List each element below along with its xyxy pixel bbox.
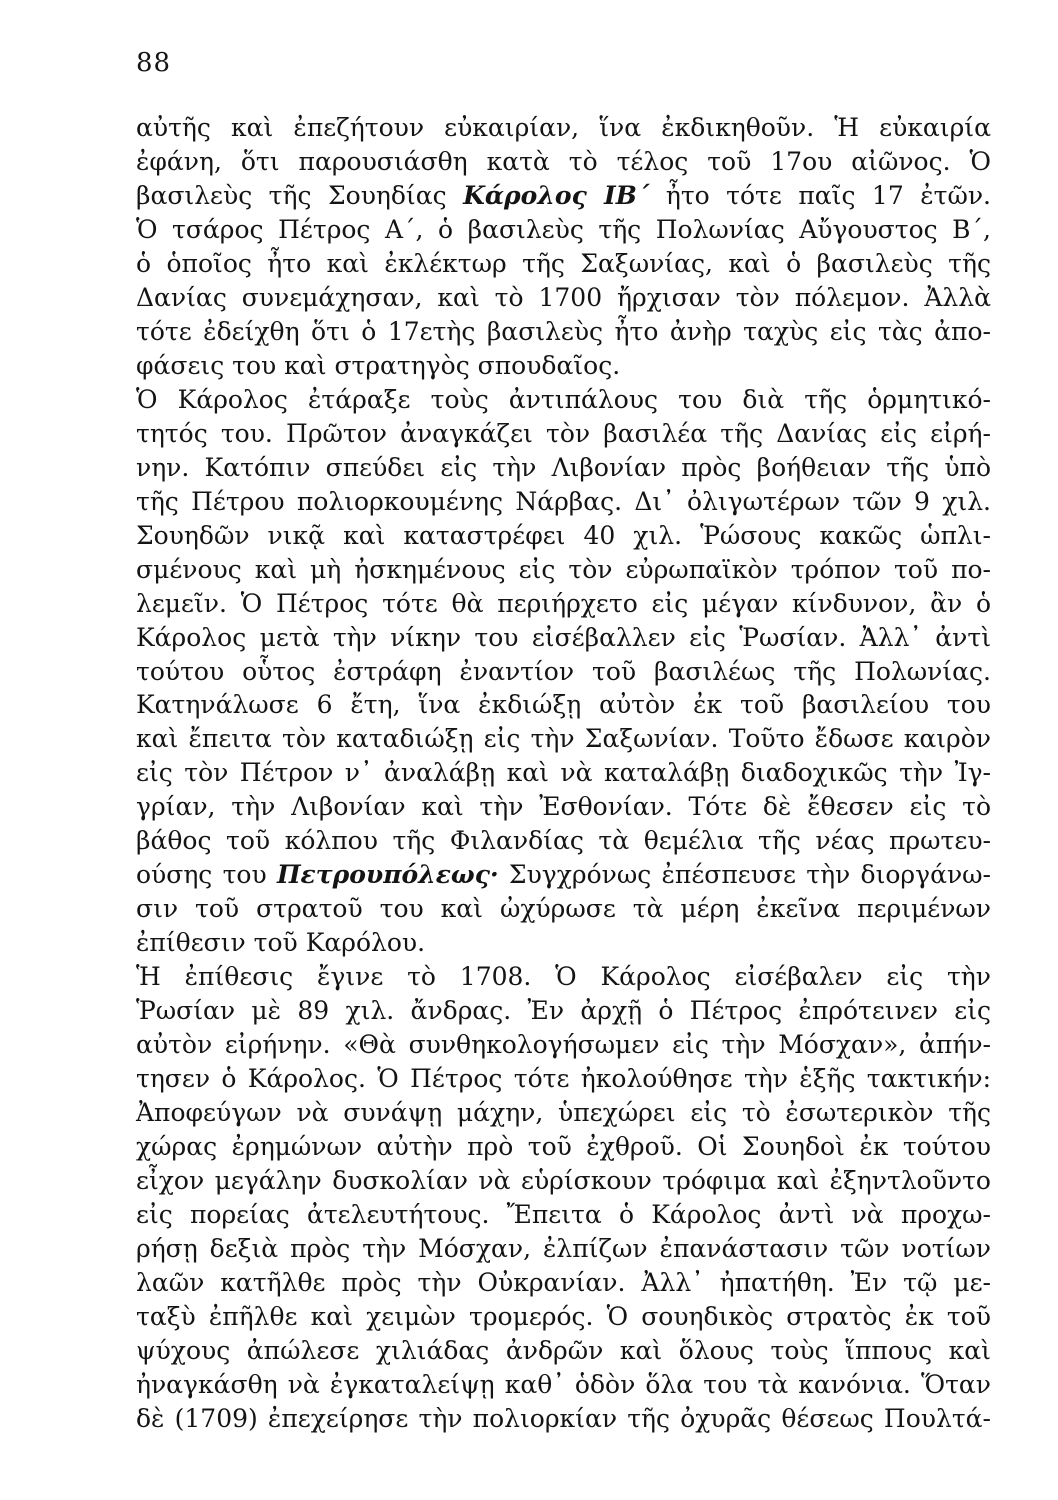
text-run: δὲ (1709) ἐπεχείρησε τὴν πολιορκίαν τῆς ὀχυρᾶς θέσεως Πουλτά- xyxy=(136,1403,991,1433)
text-line xyxy=(136,111,991,145)
text-line xyxy=(136,315,991,349)
text-line xyxy=(136,790,991,824)
text-line xyxy=(136,1096,991,1130)
text-line xyxy=(136,858,991,892)
text-line xyxy=(136,892,991,926)
text-run: Κατηνάλωσε 6 ἔτη, ἵνα ἐκδιώξῃ αὐτὸν ἐκ τοῦ βασιλείου του xyxy=(136,690,991,720)
text-run: ἐπίθεσιν τοῦ Καρόλου. xyxy=(136,928,426,958)
text-run: Σουηδῶν νικᾷ καὶ καταστρέφει 40 χιλ. Ῥώσους κακῶς ὡπλι- xyxy=(136,520,991,550)
text-line xyxy=(136,213,991,247)
text-line xyxy=(136,179,991,213)
text-line xyxy=(136,621,991,655)
text-line xyxy=(136,756,991,790)
text-line xyxy=(136,383,991,417)
text-line xyxy=(136,451,991,485)
text-run: ψύχους ἀπώλεσε χιλιάδας ἀνδρῶν καὶ ὅλους τοὺς ἵππους καὶ xyxy=(136,1335,991,1365)
text-run: Ὁ Κάρολος ἐτάραξε τοὺς ἀντιπάλους του διὰ τῆς ὁρμητικό- xyxy=(136,384,991,414)
text-run: τητός του. Πρῶτον ἀναγκάζει τὸν βασιλέα τῆς Δανίας εἰς εἰρή- xyxy=(136,418,991,448)
text-run: νην. Κατόπιν σπεύδει εἰς τὴν Λιβονίαν πρὸς βοήθειαν τῆς ὑπὸ xyxy=(136,452,991,482)
text-run: ταξὺ ἐπῆλθε καὶ χειμὼν τρομερός. Ὁ σουηδικὸς στρατὸς ἐκ τοῦ xyxy=(136,1301,991,1331)
text-line xyxy=(136,1334,991,1368)
text-line xyxy=(136,587,991,621)
text-line xyxy=(136,1300,991,1334)
text-line xyxy=(136,553,991,587)
text-line xyxy=(136,1266,991,1300)
text-run: εἰς τὸν Πέτρον ν᾿ ἀναλάβῃ καὶ νὰ καταλάβῃ διαδοχικῶς τὴν Ἰγ- xyxy=(136,758,991,788)
text-run: βασιλεὺς τῆς Σουηδίας xyxy=(136,180,464,210)
text-line xyxy=(136,1402,991,1436)
text-line xyxy=(136,1164,991,1198)
text-run: ἦτο τότε παῖς 17 ἐτῶν. xyxy=(649,180,991,210)
text-run: ἠναγκάσθη νὰ ἐγκαταλείψῃ καθ᾿ ὁδὸν ὅλα του τὰ κανόνια. Ὅταν xyxy=(136,1369,991,1399)
text-run: ἐφάνη, ὅτι παρουσιάσθη κατὰ τὸ τέλος τοῦ 17ου αἰῶνος. Ὁ xyxy=(136,146,991,176)
text-run: βάθος τοῦ κόλπου τῆς Φιλανδίας τὰ θεμέλια τῆς νέας πρωτευ- xyxy=(136,826,991,856)
text-run: αὐτῆς καὶ ἐπεζήτουν εὐκαιρίαν, ἵνα ἐκδικηθοῦν. Ἡ εὐκαιρία xyxy=(136,113,991,142)
text-line xyxy=(136,1368,991,1402)
text-run: εἶχον μεγάλην δυσκολίαν νὰ εὑρίσκουν τρόφιμα καὶ ἐξηντλοῦντο xyxy=(136,1166,991,1196)
text-run: χώρας ἐρημώνων αὐτὴν πρὸ τοῦ ἐχθροῦ. Οἱ Σουηδοὶ ἐκ τούτου xyxy=(136,1132,991,1162)
text-run: Ῥωσίαν μὲ 89 χιλ. ἄνδρας. Ἐν ἀρχῇ ὁ Πέτρος ἐπρότεινεν εἰς xyxy=(136,996,991,1026)
emphasized-name: Πετρουπόλεως· xyxy=(276,860,499,890)
text-run: σμένους καὶ μὴ ἠσκημένους εἰς τὸν εὐρωπαϊκὸν τρόπον τοῦ πο- xyxy=(136,554,991,584)
text-line xyxy=(136,417,991,451)
text-line xyxy=(136,281,991,315)
text-run: γρίαν, τὴν Λιβονίαν καὶ τὴν Ἐσθονίαν. Τότε δὲ ἔθεσεν εἰς τὸ xyxy=(136,792,991,822)
text-line xyxy=(136,519,991,553)
text-run: Κάρολος μετὰ τὴν νίκην του εἰσέβαλλεν εἰς Ῥωσίαν. Ἀλλ᾿ ἀντὶ xyxy=(136,622,991,652)
text-line xyxy=(136,1130,991,1164)
text-line xyxy=(136,485,991,519)
text-run: ρήσῃ δεξιὰ πρὸς τὴν Μόσχαν, ἐλπίζων ἐπανάστασιν τῶν νοτίων xyxy=(136,1233,991,1263)
text-line xyxy=(136,1232,991,1266)
text-line xyxy=(136,655,991,689)
text-line xyxy=(136,145,991,179)
body-text xyxy=(136,111,991,1436)
text-run: ὁ ὁποῖος ἦτο καὶ ἐκλέκτωρ τῆς Σαξωνίας, καὶ ὁ βασιλεὺς τῆς xyxy=(136,248,991,278)
text-run: τησεν ὁ Κάρολος. Ὁ Πέτρος τότε ἠκολούθησε τὴν ἑξῆς τακτικήν: xyxy=(136,1064,991,1094)
text-run: σιν τοῦ στρατοῦ του καὶ ὠχύρωσε τὰ μέρη ἐκεῖνα περιμένων xyxy=(136,894,991,924)
text-line xyxy=(136,1062,991,1096)
text-line xyxy=(136,688,991,722)
text-run: Συγχρόνως ἐπέσπευσε τὴν διοργάνω- xyxy=(498,860,991,890)
text-run: φάσεις του καὶ στρατηγὸς σπουδαῖος. xyxy=(136,350,621,380)
text-run: ούσης του xyxy=(136,860,277,890)
text-run: λεμεῖν. Ὁ Πέτρος τότε θὰ περιήρχετο εἰς μέγαν κίνδυνον, ἂν ὁ xyxy=(136,588,991,618)
text-line xyxy=(136,994,991,1028)
text-run: τότε ἐδείχθη ὅτι ὁ 17ετὴς βασιλεὺς ἦτο ἀνὴρ ταχὺς εἰς τὰς ἀπο- xyxy=(136,316,991,346)
text-run: Δανίας συνεμάχησαν, καὶ τὸ 1700 ἤρχισαν τὸν πόλεμον. Ἀλλὰ xyxy=(136,282,991,312)
text-line xyxy=(136,1198,991,1232)
text-line xyxy=(136,349,991,383)
text-line xyxy=(136,1028,991,1062)
text-line xyxy=(136,722,991,756)
text-run: εἰς πορείας ἀτελευτήτους. Ἔπειτα ὁ Κάρολος ἀντὶ νὰ προχω- xyxy=(136,1200,991,1229)
text-run: Ἡ ἐπίθεσις ἔγινε τὸ 1708. Ὁ Κάρολος εἰσέβαλεν εἰς τὴν xyxy=(136,962,991,992)
text-run: τούτου οὗτος ἐστράφη ἐναντίον τοῦ βασιλέως τῆς Πολωνίας. xyxy=(136,656,991,686)
text-line xyxy=(136,960,991,994)
text-line xyxy=(136,824,991,858)
page-number: 88 xyxy=(136,48,172,78)
text-line xyxy=(136,247,991,281)
text-run: αὐτὸν εἰρήνην. «Θὰ συνθηκολογήσωμεν εἰς τὴν Μόσχαν», ἀπήν- xyxy=(136,1030,991,1060)
emphasized-name: Κάρολος ΙΒ΄ xyxy=(463,180,650,210)
text-run: καὶ ἔπειτα τὸν καταδιώξῃ εἰς τὴν Σαξωνίαν. Τοῦτο ἔδωσε καιρὸν xyxy=(136,724,991,754)
text-run: Ὁ τσάρος Πέτρος Α΄, ὁ βασιλεὺς τῆς Πολωνίας Αὔγουστος Β΄, xyxy=(136,214,991,244)
text-line xyxy=(136,926,991,960)
text-run: Ἀποφεύγων νὰ συνάψῃ μάχην, ὑπεχώρει εἰς τὸ ἐσωτερικὸν τῆς xyxy=(136,1098,991,1128)
text-run: λαῶν κατῆλθε πρὸς τὴν Οὐκρανίαν. Ἀλλ᾿ ἠπατήθη. Ἐν τῷ με- xyxy=(136,1267,991,1297)
text-run: τῆς Πέτρου πολιορκουμένης Νάρβας. Δι᾿ ὀλιγωτέρων τῶν 9 χιλ. xyxy=(136,486,991,516)
